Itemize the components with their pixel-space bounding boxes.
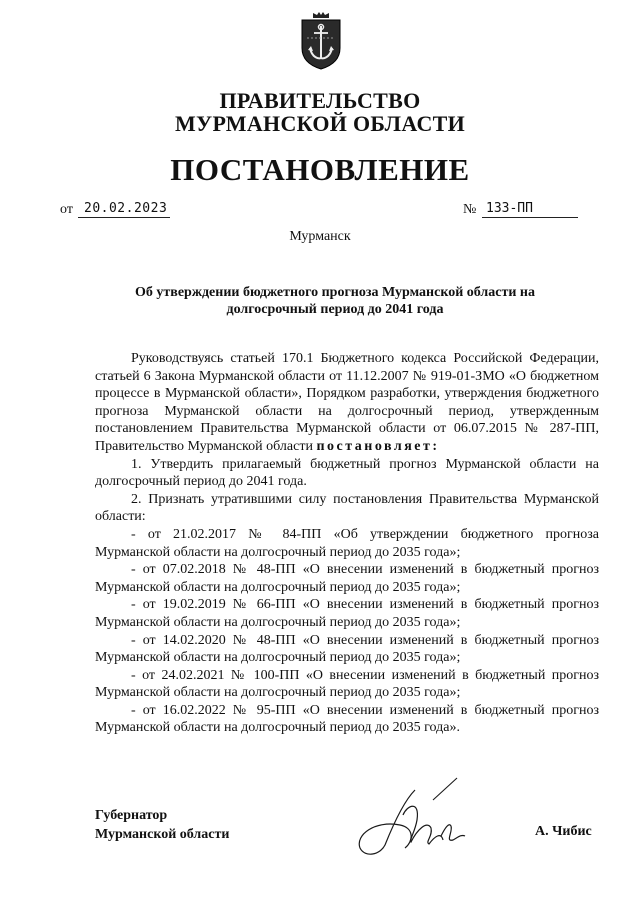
org-name-line2: МУРМАНСКОЙ ОБЛАСТИ [174, 111, 466, 136]
document-date: 20.02.2023 [78, 201, 170, 218]
signatory-position [95, 806, 229, 844]
coat-of-arms-icon [298, 12, 344, 70]
signatory-position-line1: Губернатор [95, 808, 168, 823]
list-item: - от 16.02.2022 № 95-ПП «О внесении изменений в бюджетный прогноз Мурманской области на долгосрочный период до 2035 года». [95, 702, 599, 736]
document-number: 133-ПП [482, 201, 578, 218]
signatory-position-line2: Мурманской области [95, 827, 230, 842]
number-prefix: № [463, 202, 477, 217]
list-item: - от 07.02.2018 № 48-ПП «О внесении изменений в бюджетный прогноз Мурманской области на долгосрочный период до 2035 года»; [95, 562, 599, 595]
resolves-text: постановляет: [316, 438, 440, 454]
document-body [95, 350, 599, 737]
org-name-line1: ПРАВИТЕЛЬСТВО [219, 88, 421, 113]
document-type: ПОСТАНОВЛЕНИЕ [170, 152, 470, 187]
preamble-paragraph [95, 350, 599, 456]
list-item: 2. Признать утратившими силу постановления Правительства Мурманской области: [95, 491, 599, 525]
list-item: - от 19.02.2019 № 66-ПП «О внесении изменений в бюджетный прогноз Мурманской области на долгосрочный период до 2035 года»; [95, 597, 599, 630]
signatory-name: А. Чибис [535, 824, 592, 839]
list-item: - от 24.02.2021 № 100-ПП «О внесении изменений в бюджетный прогноз Мурманской области на долгосрочный период до 2035 года»; [95, 667, 599, 701]
list-item: - от 14.02.2020 № 48-ПП «О внесении изменений в бюджетный прогноз Мурманской области на долгосрочный период до 2035 года»; [95, 632, 599, 666]
city: Мурманск [289, 229, 351, 244]
date-prefix: от [60, 202, 73, 217]
list-item: - от 21.02.2017 № 84-ПП «Об утверждении бюджетного прогноза Мурманской области на долгосрочный период до 2035 года»; [95, 526, 599, 560]
list-item: 1. Утвердить прилагаемый бюджетный прогноз Мурманской области на долгосрочный период до 2041 года. [95, 456, 599, 490]
preamble-text: Руководствуясь статьей 170.1 Бюджетного кодекса Российской Федерации, статьей 6 Закона Мурманской области от 11.12.2007 № 919-01-ЗМО «О бюджетном процессе в Мурманской области», Порядком разработки, утверждения бюджетного прогноза Мурманской области на долгосрочный период, утвержденным постановлением Правительства Мурманской области от 06.07.2015 № 287-ПП, Правительство Мурманской области [95, 351, 599, 454]
handwritten-signature [345, 770, 475, 870]
document-title: Об утверждении бюджетного прогноза Мурманской области на долгосрочный период до 2041 года [135, 285, 535, 317]
